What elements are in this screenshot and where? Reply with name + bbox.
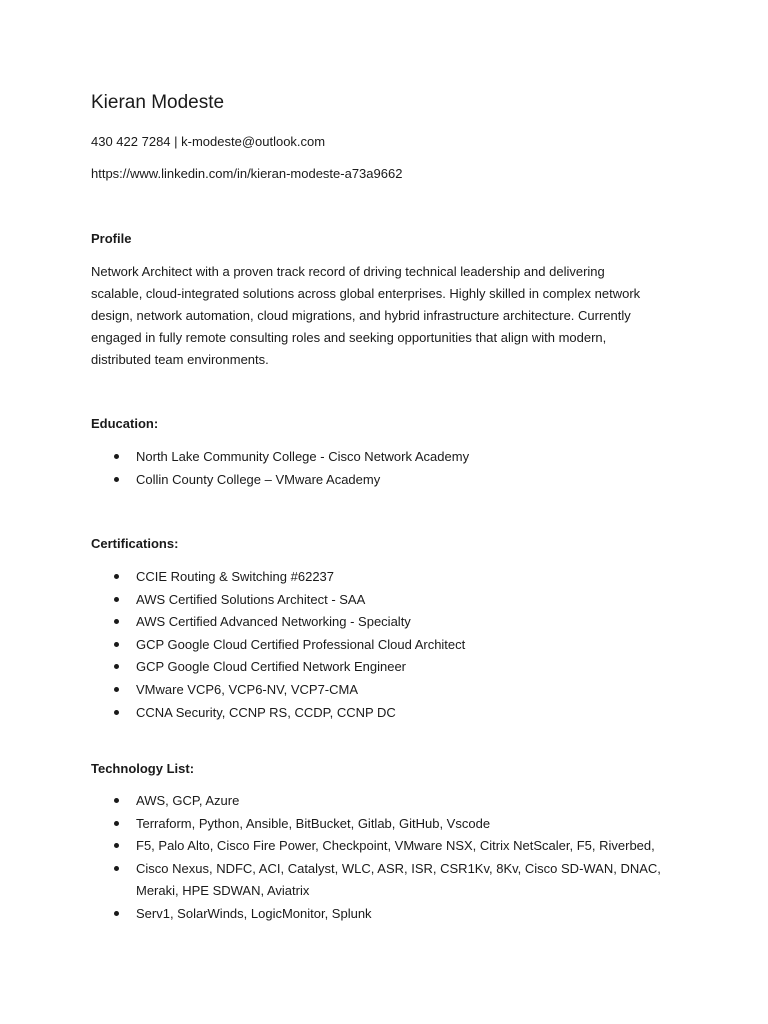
list-item: GCP Google Cloud Certified Professional Cloud Architect xyxy=(91,634,465,657)
profile-line: distributed team environments. xyxy=(91,352,269,367)
technology-list xyxy=(91,790,661,926)
contact-line: 430 422 7284 | k-modeste@outlook.com xyxy=(91,134,326,149)
list-item: AWS, GCP, Azure xyxy=(91,790,661,813)
technology-heading: Technology List: xyxy=(91,761,195,776)
list-item-line: Cisco Nexus, NDFC, ACI, Catalyst, WLC, ASR, ISR, CSR1Kv, 8Kv, Cisco SD-WAN, DNAC, xyxy=(136,860,661,876)
certifications-list xyxy=(91,566,465,724)
list-item: CCNA Security, CCNP RS, CCDP, CCNP DC xyxy=(91,702,465,725)
list-item-line: Meraki, HPE SDWAN, Aviatrix xyxy=(136,883,310,899)
list-item: Serv1, SolarWinds, LogicMonitor, Splunk xyxy=(91,903,661,926)
profile-line: design, network automation, cloud migrations, and hybrid infrastructure architecture. Currently xyxy=(91,308,631,323)
profile-summary xyxy=(91,261,681,371)
list-item: AWS Certified Solutions Architect - SAA xyxy=(91,589,465,612)
list-item: Collin County College – VMware Academy xyxy=(91,469,469,492)
list-item: F5, Palo Alto, Cisco Fire Power, Checkpoint, VMware NSX, Citrix NetScaler, F5, Riverbed, xyxy=(91,835,661,858)
profile-line: scalable, cloud-integrated solutions across global enterprises. Highly skilled in complex network xyxy=(91,286,641,301)
education-list xyxy=(91,446,469,491)
list-item: Terraform, Python, Ansible, BitBucket, Gitlab, GitHub, Vscode xyxy=(91,813,661,836)
profile-heading: Profile xyxy=(91,231,132,246)
list-item: AWS Certified Advanced Networking - Specialty xyxy=(91,611,465,634)
linkedin-url: https://www.linkedin.com/in/kieran-modeste-a73a9662 xyxy=(91,166,403,181)
list-item: GCP Google Cloud Certified Network Engineer xyxy=(91,656,465,679)
profile-line: Network Architect with a proven track record of driving technical leadership and delivering xyxy=(91,264,605,279)
list-item: VMware VCP6, VCP6-NV, VCP7-CMA xyxy=(91,679,465,702)
list-item xyxy=(91,858,661,903)
education-heading: Education: xyxy=(91,416,159,431)
certifications-heading: Certifications: xyxy=(91,536,179,551)
list-item: North Lake Community College - Cisco Network Academy xyxy=(91,446,469,469)
list-item: CCIE Routing & Switching #62237 xyxy=(91,566,465,589)
candidate-name: Kieran Modeste xyxy=(91,92,225,113)
profile-line: engaged in fully remote consulting roles and seeking opportunities that align with modern, xyxy=(91,330,607,345)
